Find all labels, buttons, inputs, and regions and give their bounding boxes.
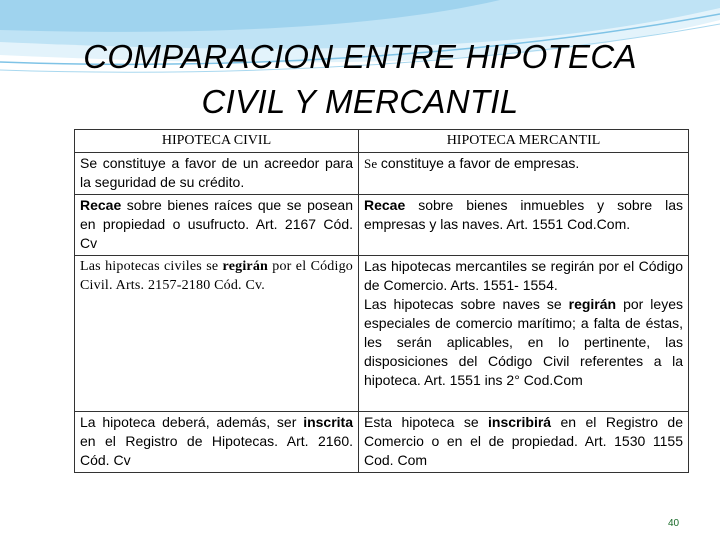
table-row [75, 412, 689, 473]
cell-mercantil-regimen [359, 256, 689, 412]
title-line-2: CIVIL Y MERCANTIL [201, 83, 519, 120]
text-bold: regirán [568, 296, 617, 312]
text-part: La hipoteca deberá, además, ser [80, 414, 304, 430]
cell-civil-constitucion: Se constituye a favor de un acreedor para la seguridad de su crédito. [75, 153, 359, 195]
paragraph: Las hipotecas mercantiles se regirán por el Código de Comercio. Arts. 1551- 1554. [364, 258, 683, 293]
cell-mercantil-inscripcion [359, 412, 689, 473]
text-part: a favor de empresas. [443, 155, 580, 171]
comparison-table [74, 129, 689, 473]
header-hipoteca-mercantil: HIPOTECA MERCANTIL [359, 130, 689, 153]
page-title [40, 34, 680, 124]
text-part: sobre bienes raíces que se posean en propiedad o usufructo. Art. 2167 Cód. Cv [80, 197, 353, 251]
page-number: 40 [668, 518, 680, 529]
cell-civil-inscripcion [75, 412, 359, 473]
text-bold: regirán [222, 259, 269, 274]
cell-mercantil-constitucion [359, 153, 689, 195]
text-part: Esta hipoteca se [364, 414, 489, 430]
cell-civil-objeto [75, 195, 359, 256]
text-part: Las hipotecas sobre naves se [364, 296, 569, 312]
text-bold: Recae [80, 197, 122, 213]
text-part: Se [364, 156, 381, 171]
title-line-1: COMPARACION ENTRE HIPOTECA [83, 38, 637, 75]
text-bold: inscrita [303, 414, 353, 430]
table-header-row [75, 130, 689, 153]
text-part: Las hipotecas civiles se [80, 259, 223, 274]
text-bold: inscribirá [488, 414, 552, 430]
paragraph [364, 295, 683, 390]
text-part: por leyes especiales de comercio marítimo; a falta de éstas, les serán aplicables, en lo pertinente, las disposiciones del Código Civil referentes a la hipoteca. Art. 1551 ins 2° Cod.Com [364, 296, 683, 388]
text-part: en el Registro de Comercio o en el de propiedad. Art. 1530 1155 Cod. Com [364, 414, 683, 468]
header-hipoteca-civil: HIPOTECA CIVIL [75, 130, 359, 153]
text-part: por el Código Civil. Arts. 2157-2180 Cód. Cv. [80, 259, 353, 293]
text-part: en el Registro de Hipotecas. Art. 2160. Cód. Cv [80, 433, 353, 468]
table-row [75, 195, 689, 256]
table-row [75, 256, 689, 412]
cell-civil-regimen [75, 256, 359, 412]
text-part: constituye [380, 155, 444, 171]
table-row [75, 153, 689, 195]
cell-mercantil-objeto [359, 195, 689, 256]
text-bold: Recae [364, 197, 406, 213]
text-part: sobre bienes inmuebles y sobre las empresas y las naves. Art. 1551 Cod.Com. [364, 197, 683, 232]
